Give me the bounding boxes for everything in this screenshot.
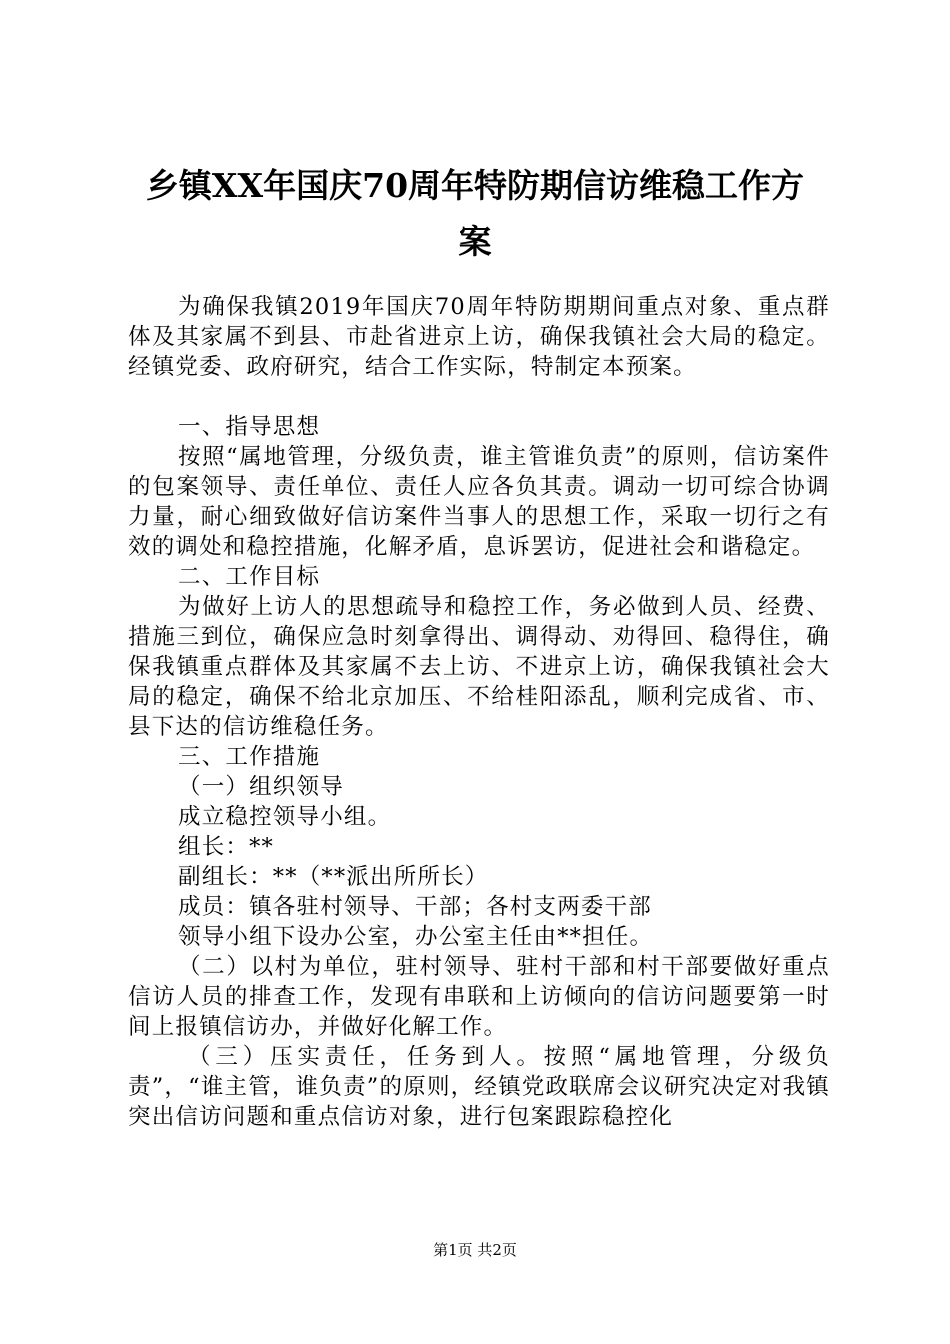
section-heading-guiding-thought: 一、指导思想 xyxy=(178,414,321,440)
intro-paragraph: 为确保我镇2019年国庆70周年特防期期间重点对象、重点群体及其家属不到县、市赴省进京上访，确保我镇社会大局的稳定。经镇党委、政府研究，结合工作实际，特制定本预案。 xyxy=(128,294,830,380)
organization-line-deputy: 副组长：**（**派出所所长） xyxy=(178,864,489,890)
organization-line-members: 成员：镇各驻村领导、干部；各村支两委干部 xyxy=(178,894,653,920)
document-title-line-2: 案 xyxy=(458,222,492,261)
organization-line-office: 领导小组下设办公室，办公室主任由**担任。 xyxy=(178,924,654,950)
section-heading-work-measures: 三、工作措施 xyxy=(178,744,321,770)
measure-paragraph-3: （三）压实责任，任务到人。按照“属地管理，分级负责”，“谁主管，谁负责”的原则，经镇党政联席会议研究决定对我镇突出信访问题和重点信访对象，进行包案跟踪稳控化 xyxy=(128,1044,830,1130)
organization-line-leader: 组长：** xyxy=(178,834,275,860)
subsection-heading-organization: （一）组织领导 xyxy=(178,774,344,800)
page-number-footer: 第1页 共2页 xyxy=(433,1241,517,1259)
measure-paragraph-2: （二）以村为单位，驻村领导、驻村干部和村干部要做好重点信访人员的排查工作，发现有串联和上访倾向的信访问题要第一时间上报镇信访办，并做好化解工作。 xyxy=(128,954,830,1040)
guiding-thought-paragraph: 按照“属地管理，分级负责，谁主管谁负责”的原则，信访案件的包案领导、责任单位、责任人应各负其责。调动一切可综合协调力量，耐心细致做好信访案件当事人的思想工作，采取一切行之有效的调处和稳控措施，化解矛盾，息诉罢访，促进社会和谐稳定。 xyxy=(128,444,830,560)
organization-line-1: 成立稳控领导小组。 xyxy=(178,804,392,830)
work-goals-paragraph: 为做好上访人的思想疏导和稳控工作，务必做到人员、经费、措施三到位，确保应急时刻拿得出、调得动、劝得回、稳得住，确保我镇重点群体及其家属不去上访、不进京上访，确保我镇社会大局的稳定，确保不给北京加压、不给桂阳添乱，顺利完成省、市、县下达的信访维稳任务。 xyxy=(128,594,830,740)
section-heading-work-goals: 二、工作目标 xyxy=(178,564,321,590)
document-title-line-1: 乡镇XX年国庆70周年特防期信访维稳工作方 xyxy=(145,166,805,205)
document-body xyxy=(128,292,830,1132)
